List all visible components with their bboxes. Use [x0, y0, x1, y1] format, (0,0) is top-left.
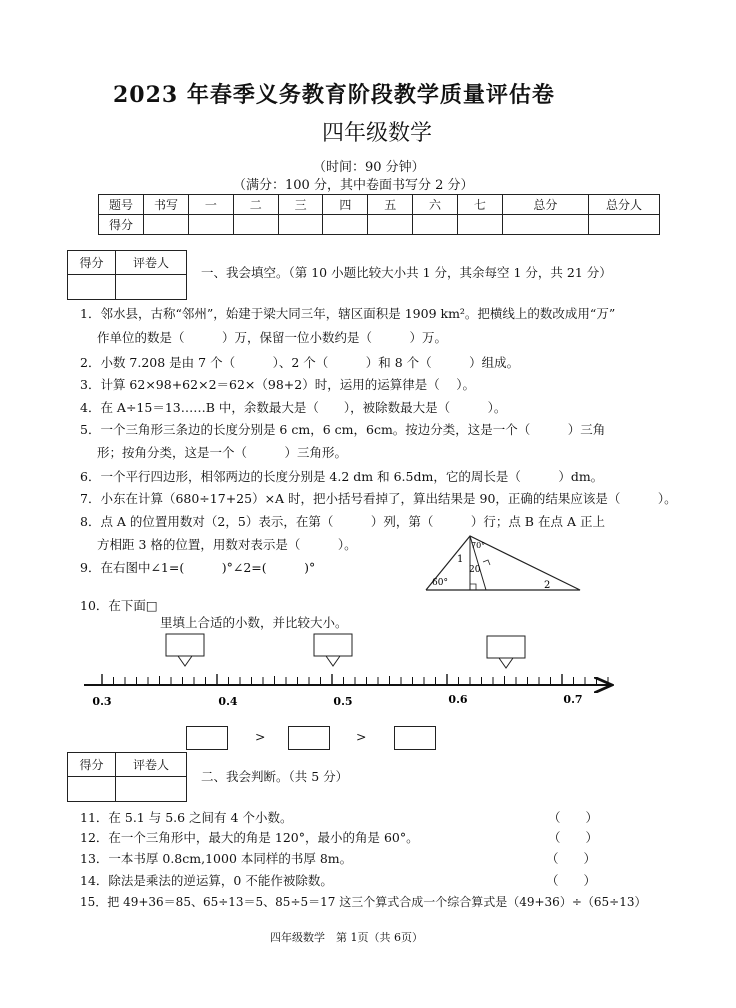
table-cell: 总分: [502, 195, 588, 215]
score-cell[interactable]: [413, 215, 458, 235]
judge-item-11: 11．在 5.1 与 5.6 之间有 4 个小数。: [80, 810, 293, 825]
table-cell: 题号: [99, 195, 144, 215]
compare-box-2[interactable]: [288, 726, 330, 750]
time-note: （时间：90 分钟）: [313, 160, 425, 175]
judge-item-15: 15．把 49+36＝85、65÷13＝5、85÷5＝17 这三个算式合成一个综合算式是（49+36）÷（65÷13）: [80, 895, 647, 909]
score-cell[interactable]: [278, 215, 323, 235]
answer-box-3[interactable]: [487, 636, 525, 658]
section1-title: 一、我会填空。（第 10 小题比较大小共 1 分，其余每空 1 分，共 21 分）: [201, 265, 612, 280]
question-10-line2: 里填上合适的小数，并比较大小。: [160, 615, 348, 630]
score-table: [98, 194, 660, 235]
table-cell: 得分: [99, 215, 144, 235]
answer-box-2[interactable]: [314, 634, 352, 656]
score-cell[interactable]: [502, 215, 588, 235]
table-cell: 得分: [68, 251, 116, 275]
table-cell: 一: [189, 195, 234, 215]
question-2: 2．小数 7.208 是由 7 个（ ）、2 个（ ）和 8 个（ ）组成。: [80, 355, 520, 370]
question-10-line1: 10．在下面□: [80, 598, 158, 613]
angle-2-label: 2: [544, 580, 551, 591]
question-7: 7．小东在计算（680÷17+25）×A 时，把小括号看掉了，算出结果是 90，正确的结果应该是（ ）。: [80, 491, 677, 506]
exam-title: 2023 年春季义务教育阶段教学质量评估卷: [113, 82, 555, 108]
score-cell[interactable]: [115, 275, 186, 300]
triangle-figure: [420, 532, 585, 597]
exam-subtitle: 四年级数学: [322, 121, 433, 146]
compare-box-1[interactable]: [186, 726, 228, 750]
question-4: 4．在 A÷15＝13……B 中，余数最大是（ ），被除数最大是（ ）。: [80, 400, 507, 415]
judge-mark-14[interactable]: （ ）: [546, 873, 597, 888]
score-cell[interactable]: [323, 215, 368, 235]
judge-mark-12[interactable]: （ ）: [548, 830, 599, 845]
tick-label-0.3: 0.3: [92, 695, 112, 708]
question-1-line1: 1．邻水县，古称“邻州”，始建于梁大同三年，辖区面积是 1909 km²。把横线上的数改成用“万”: [80, 306, 616, 321]
section2-title: 二、我会判断。（共 5 分）: [201, 769, 349, 784]
score-cell[interactable]: [233, 215, 278, 235]
angle-70-label: 70°: [471, 541, 486, 550]
score-cell[interactable]: [68, 777, 116, 802]
question-9: 9．在右图中∠1=( )°∠2=( )°: [80, 560, 316, 575]
grader-box: [67, 250, 187, 300]
judge-item-14: 14．除法是乘法的逆运算，0 不能作被除数。: [80, 873, 333, 888]
tick-label-0.7: 0.7: [563, 693, 583, 706]
question-5-line2: 形；按角分类，这是一个（ ）三角形。: [97, 445, 348, 460]
question-5-line1: 5．一个三角形三条边的长度分别是 6 cm，6 cm，6cm。按边分类，这是一个（ ）三角: [80, 422, 606, 437]
angle-60-label: 60°: [432, 578, 448, 588]
score-cell[interactable]: [368, 215, 413, 235]
table-cell: 三: [278, 195, 323, 215]
table-cell: 五: [368, 195, 413, 215]
score-cell[interactable]: [144, 215, 189, 235]
answer-box-1[interactable]: [166, 634, 204, 656]
question-6: 6．一个平行四边形，相邻两边的长度分别是 4.2 dm 和 6.5dm，它的周长是（ ）dm。: [80, 469, 604, 484]
score-cell[interactable]: [68, 275, 116, 300]
score-cell[interactable]: [189, 215, 234, 235]
judge-item-12: 12．在一个三角形中，最大的角是 120°，最小的角是 60°。: [80, 830, 419, 845]
judge-mark-13[interactable]: （ ）: [546, 851, 597, 866]
table-cell: 评卷人: [115, 251, 186, 275]
table-cell: 二: [233, 195, 278, 215]
angle-20-label: 20: [469, 565, 481, 575]
angle-1-label: 1: [457, 554, 464, 565]
tick-label-0.5: 0.5: [333, 695, 353, 708]
question-8-line2: 方相距 3 格的位置，用数对表示是（ ）。: [97, 537, 357, 552]
table-cell: 四: [323, 195, 368, 215]
tick-label-0.4: 0.4: [218, 695, 238, 708]
table-cell: 总分人: [589, 195, 660, 215]
number-line: [82, 630, 622, 715]
question-1-line2: 作单位的数是（ ）万，保留一位小数约是（ ）万。: [97, 330, 448, 345]
score-table-score-row: [99, 215, 660, 235]
table-cell: 得分: [68, 753, 116, 777]
score-cell[interactable]: [115, 777, 186, 802]
question-3: 3．计算 62×98+62×2＝62×（98+2）时，运用的运算律是（ ）。: [80, 377, 475, 392]
grader-box-2: [67, 752, 187, 802]
table-cell: 评卷人: [115, 753, 186, 777]
table-cell: 七: [457, 195, 502, 215]
table-cell: 六: [413, 195, 458, 215]
page-footer: 四年级数学 第 1页（共 6页）: [270, 931, 423, 944]
compare-sign-1: >: [255, 729, 266, 744]
judge-mark-11[interactable]: （ ）: [548, 810, 599, 825]
table-cell: 书写: [144, 195, 189, 215]
score-cell[interactable]: [589, 215, 660, 235]
compare-sign-2: >: [356, 729, 367, 744]
judge-item-13: 13．一本书厚 0.8cm,1000 本同样的书厚 8m。: [80, 851, 353, 866]
tick-label-0.6: 0.6: [448, 693, 468, 706]
question-8-line1: 8．点 A 的位置用数对（2，5）表示，在第（ ）列，第（ ）行；点 B 在点 A 正上: [80, 514, 605, 529]
score-cell[interactable]: [457, 215, 502, 235]
score-note: （满分：100 分，其中卷面书写分 2 分）: [233, 178, 474, 193]
score-table-header-row: [99, 195, 660, 215]
compare-box-3[interactable]: [394, 726, 436, 750]
